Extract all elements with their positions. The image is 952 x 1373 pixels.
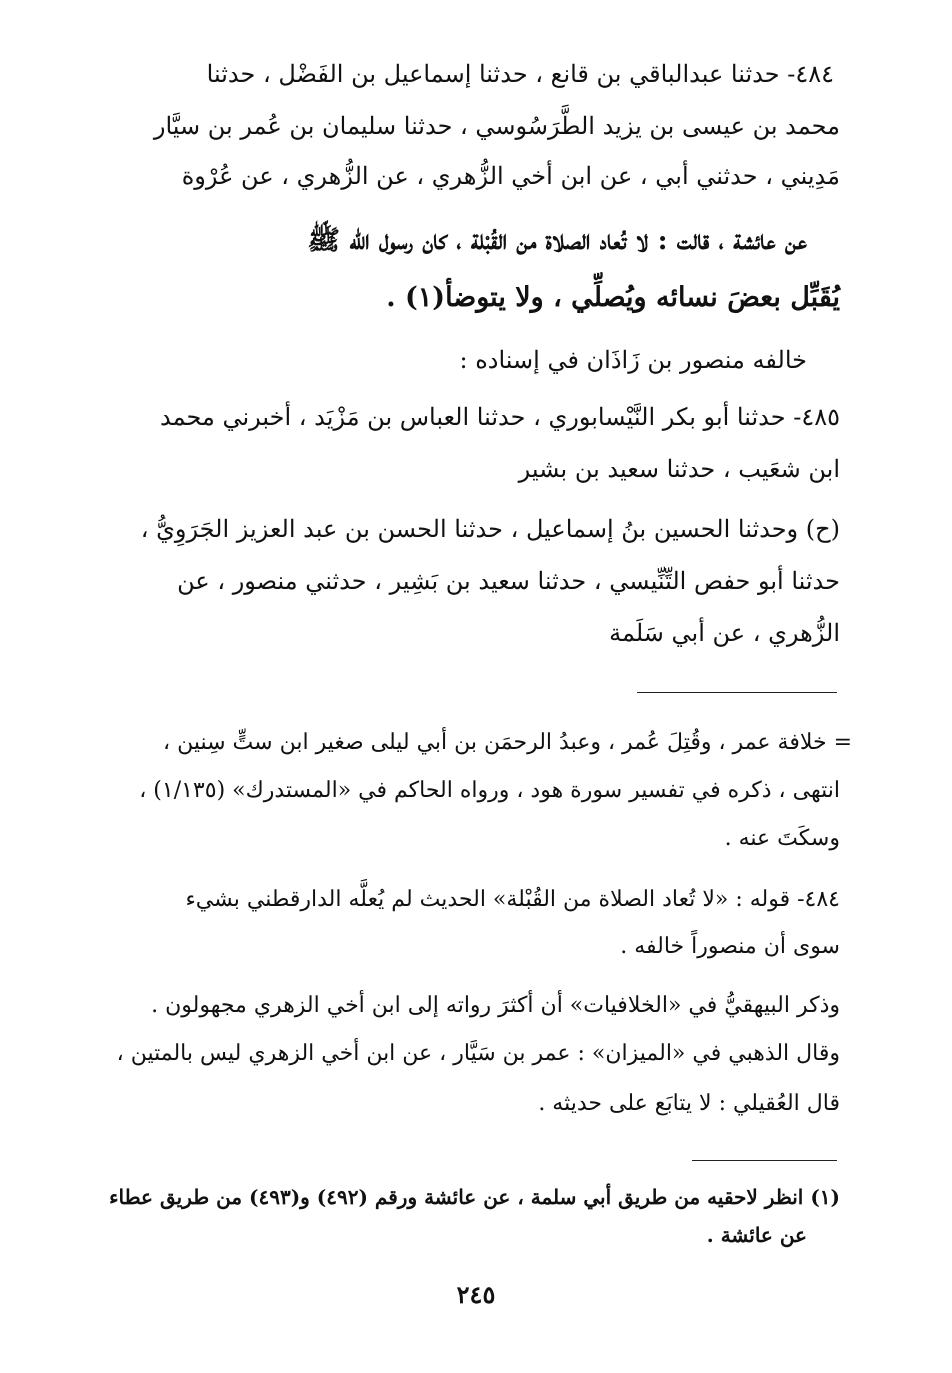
commentary-1-line-3: وسكَتَ عنه . bbox=[724, 826, 840, 851]
commentary-1-line-1: = خلافة عمر ، وقُتِلَ عُمر ، وعبدُ الرحمَن بن أبي ليلى صغير ابن ستٍّ سِنين ، bbox=[163, 730, 852, 755]
hadith-485-line-3: (ح) وحدثنا الحسين بنُ إسماعيل ، حدثنا الحسن بن عبد العزيز الجَرَوِيُّ ، bbox=[140, 515, 840, 543]
footnote-line-1: (١) انظر لاحقيه من طريق أبي سلمة ، عن عائشة ورقم (٤٩٢) و(٤٩٣) من طريق عطاء bbox=[109, 1185, 840, 1209]
hadith-485-line-4: حدثنا أبو حفص التِّنِّيسي ، حدثنا سعيد بن بَشِير ، حدثني منصور ، عن bbox=[177, 567, 840, 595]
hadith-485-line-5: الزُّهري ، عن أبي سَلَمة bbox=[609, 619, 840, 647]
commentary-separator bbox=[637, 692, 837, 693]
page-number: ٢٤٥ bbox=[456, 1280, 496, 1309]
hadith-484-matn-line-1: عن عائشة ، قالت : لا تُعاد الصلاة من القُبْلة ، كان رسول الله ﷺ bbox=[307, 225, 807, 256]
khalafa-line: خالفه منصور بن زَاذَان في إسناده : bbox=[459, 346, 807, 374]
commentary-2-line-1: ٤٨٤- قوله : «لا تُعاد الصلاة من القُبْلة» الحديث لم يُعلَّه الدارقطني بشيء bbox=[185, 887, 840, 912]
hadith-484-line-2: محمد بن عيسى بن يزيد الطَّرَسُوسي ، حدثنا سليمان بن عُمر بن سيَّار bbox=[153, 112, 840, 140]
hadith-484-matn-line-2: يُقَبِّل بعضَ نسائه ويُصلِّي ، ولا يتوضأ(١) . bbox=[386, 282, 840, 313]
hadith-484-line-1: ٤٨٤- حدثنا عبدالباقي بن قانع ، حدثنا إسماعيل بن الفَضْل ، حدثنا bbox=[206, 60, 834, 88]
commentary-1-line-2: انتهى ، ذكره في تفسير سورة هود ، ورواه الحاكم في «المستدرك» (١/١٣٥) ، bbox=[139, 778, 840, 803]
hadith-485-line-2: ابن شعَيب ، حدثنا سعيد بن بشير bbox=[518, 455, 840, 483]
commentary-3-line-2: وقال الذهبي في «الميزان» : عمر بن سَيَّار ، عن ابن أخي الزهري ليس بالمتين ، bbox=[116, 1041, 840, 1066]
hadith-485-line-1: ٤٨٥- حدثنا أبو بكر النَّيْسابوري ، حدثنا العباس بن مَزْيَد ، أخبرني محمد bbox=[160, 403, 840, 431]
footnote-separator bbox=[692, 1160, 837, 1161]
footnote-line-2: عن عائشة . bbox=[706, 1223, 807, 1247]
commentary-2-line-2: سوى أن منصوراً خالفه . bbox=[620, 934, 840, 959]
commentary-3-line-1: وذكر البيهقيُّ في «الخلافيات» أن أكثرَ رواته إلى ابن أخي الزهري مجهولون . bbox=[151, 993, 840, 1018]
commentary-3-line-3: قال العُقيلي : لا يتابَع على حديثه . bbox=[538, 1091, 840, 1116]
hadith-484-line-3: مَدِيني ، حدثني أبي ، عن ابن أخي الزُّهري ، عن الزُّهري ، عن عُرْوة bbox=[181, 162, 840, 190]
